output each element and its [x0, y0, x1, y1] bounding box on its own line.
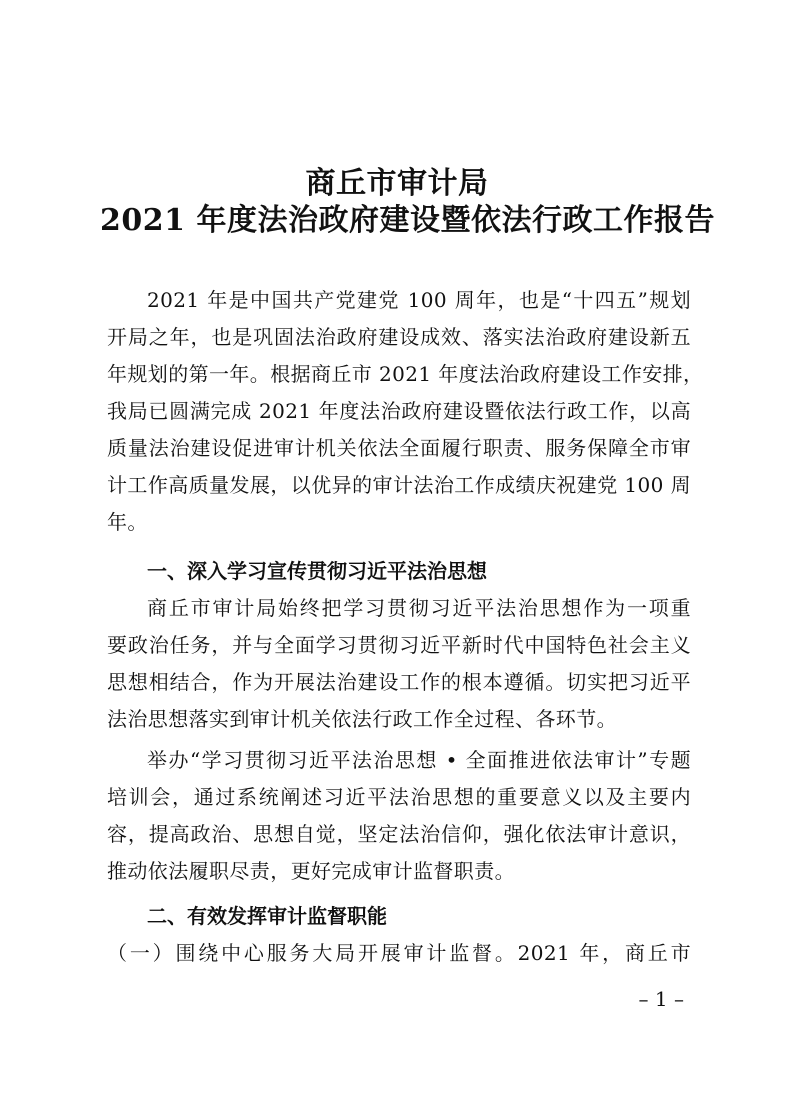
paragraph-line: 2021 年是中国共产党建党 100 周年，也是“十四五”规划 — [147, 288, 691, 312]
intro-paragraph — [107, 282, 704, 541]
paragraph-line: 质量法治建设促进审计机关依法全面履行职责、服务保障全市审 — [107, 436, 691, 460]
paragraph-line: 开局之年，也是巩固法治政府建设成效、落实法治政府建设新五 — [107, 325, 691, 349]
section1-paragraph1 — [107, 590, 691, 738]
paragraph-line: 年规划的第一年。根据商丘市 2021 年度法治政府建设工作安排， — [107, 362, 704, 386]
document-title-line2: 2021 年度法治政府建设暨依法行政工作报告 — [100, 203, 715, 238]
paragraph-line: 我局已圆满完成 2021 年度法治政府建设暨依法行政工作，以高 — [107, 399, 691, 423]
paragraph-line: 法治思想落实到审计机关依法行政工作全过程、各环节。 — [107, 707, 617, 731]
paragraph-line: 要政治任务，并与全面学习贯彻习近平新时代中国特色社会主义 — [107, 633, 691, 657]
document-title-line1: 商丘市审计局 — [305, 166, 489, 201]
paragraph-line: （一）围绕中心服务大局开展审计监督。2021 年，商丘市 — [107, 941, 691, 965]
paragraph-line: 商丘市审计局始终把学习贯彻习近平法治思想作为一项重 — [147, 596, 691, 620]
paragraph-line: 培训会，通过系统阐述习近平法治思想的重要意义以及主要内 — [107, 785, 691, 809]
paragraph-line: 思想相结合，作为开展法治建设工作的根本遵循。切实把习近平 — [107, 670, 691, 694]
section2-paragraph1 — [107, 935, 691, 972]
paragraph-line: 年。 — [107, 510, 148, 534]
paragraph-line: 推动依法履职尽责，更好完成审计监督职责。 — [107, 859, 515, 883]
paragraph-line: 计工作高质量发展，以优异的审计法治工作成绩庆祝建党 100 周 — [107, 473, 691, 497]
paragraph-line: 容，提高政治、思想自觉，坚定法治信仰，强化依法审计意识， — [107, 822, 691, 846]
section2-heading: 二、有效发挥审计监督职能 — [147, 904, 387, 928]
paragraph-line: 举办“学习贯彻习近平法治思想 • 全面推进依法审计”专题 — [147, 748, 691, 772]
section1-paragraph2 — [107, 742, 691, 890]
section1-heading: 一、深入学习宣传贯彻习近平法治思想 — [147, 559, 487, 583]
page-number: – 1 – — [638, 987, 684, 1011]
